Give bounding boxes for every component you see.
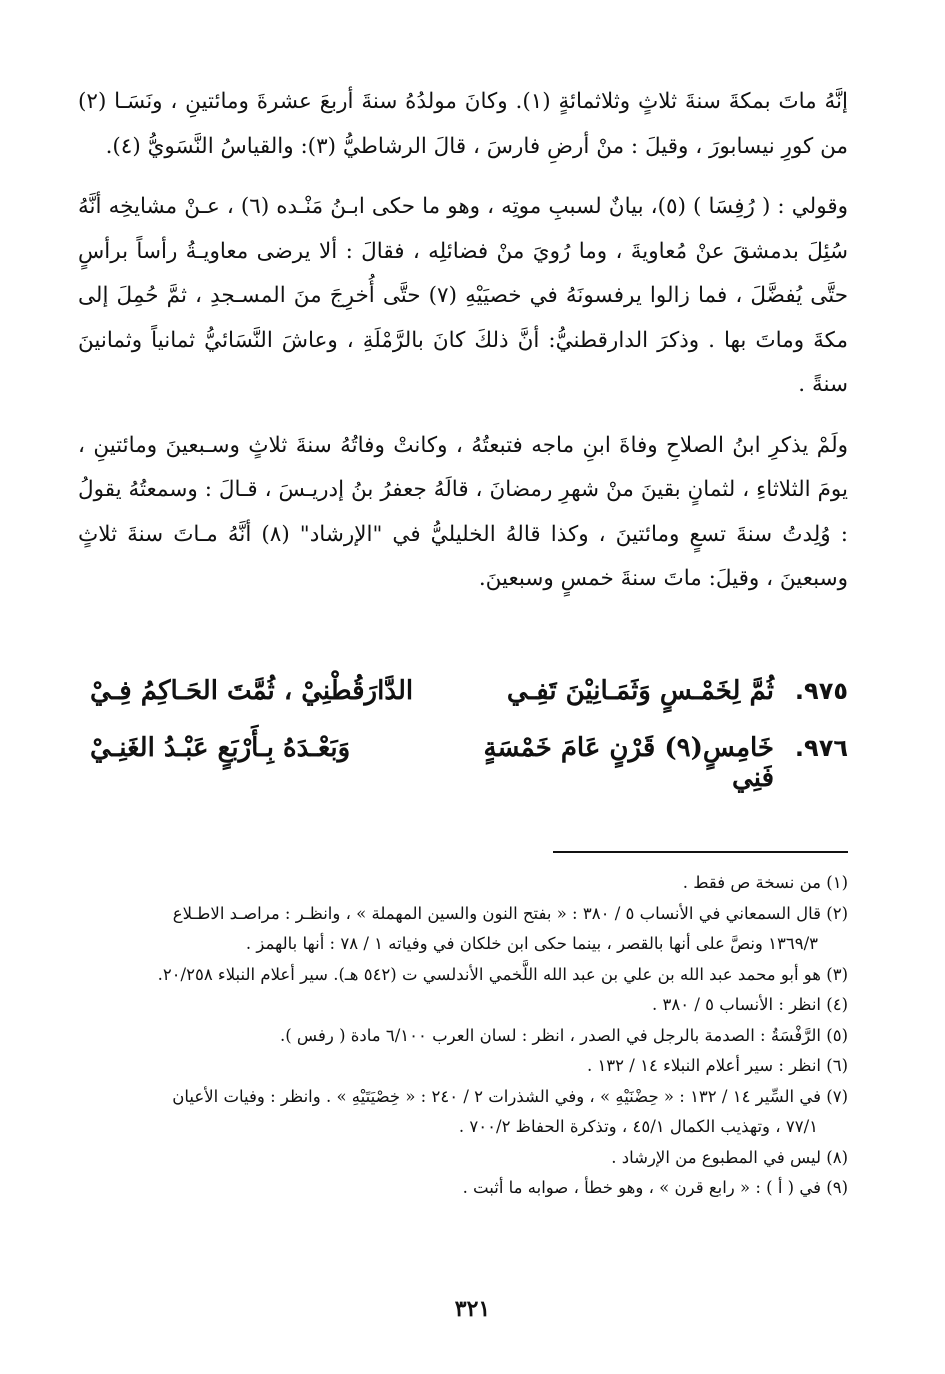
verse-second-hemistich: وَبَعْـدَهُ بِـأَرْبَعٍ عَبْـدُ الغَنِـيْ xyxy=(90,733,351,763)
footnote-9 xyxy=(78,1173,848,1204)
footnote-line: (٣) هو أبو محمد عبد الله بن علي بن عبد الله اللَّخمي الأندلسي ت (٥٤٢ هـ). سير أعلام النبلاء ٢٠/٢٥٨. xyxy=(157,964,848,984)
footnote-3 xyxy=(78,960,848,991)
main-text xyxy=(78,80,848,602)
paragraph-ibn-majah: ولَمْ يذكرِ ابنُ الصلاحِ وفاةَ ابنِ ماجه فتبعتُهُ ، وكانتْ وفاتُهُ سنةَ ثلاثٍ وسـبعينَ ومائتينِ ، يومَ الثلاثاءِ ، لثمانٍ بقينَ منْ شهرِ رمضانَ ، قالَهُ جعفرُ بنُ إدريـسَ ، قـالَ : وسمعتُهُ يقولُ : وُلِدتُ سنةَ تسعٍ ومائتينَ ، وكذا قالهُ الخليليُّ في "الإرشاد" (٨) أنَّهُ مـاتَ سنةَ ثلاثٍ وسبعينَ ، وقيلَ: ماتَ سنةَ خمسٍ وسبعينَ. xyxy=(78,432,848,591)
footnote-line: (٨) ليس في المطبوع من الإرشاد . xyxy=(611,1147,848,1167)
paragraph-nasai-death: إنَّهُ ماتَ بمكةَ سنةَ ثلاثٍ وثلاثمائةٍ (١). وكانَ مولدُهُ سنةَ أربعَ عشرةَ ومائتينِ ، ونَسَـا (٢) من كورِ نيسابورَ ، وقيلَ : منْ أرضِ فارسَ ، قالَ الرشاطيُّ (٣): والقياسُ النَّسَويُّ (٤). xyxy=(78,89,848,159)
verse-first-hemistich: ثُمَّ لِخَمْـسٍ وَثَمَـانِيْنَ تَفِـي xyxy=(506,676,774,706)
verse-975 xyxy=(90,676,848,733)
verse-976 xyxy=(90,733,848,793)
footnote-line: ١٣٦٩/٣ ونصَّ على أنها بالقصر ، بينما حكى ابن خلكان في وفياته ١ / ٧٨ : أنها بالهمز . xyxy=(245,934,818,953)
footnote-7 xyxy=(78,1082,848,1143)
verse-second-hemistich: الدَّارَقُطْنِيْ ، ثُمَّتَ الحَـاكِمُ فِـيْ xyxy=(90,676,414,706)
footnote-line: (٥) الرَّفْسَةُ : الصدمة بالرجل في الصدر ، انظر : لسان العرب ٦/١٠٠ مادة ( رفس ). xyxy=(280,1025,848,1045)
footnote-line: (٩) في ( أ ) : « رابع قرن » ، وهو خطأ ، صوابه ما أثبت . xyxy=(462,1178,848,1197)
footnote-4 xyxy=(78,990,848,1021)
footnote-line: (٤) انظر : الأنساب ٥ / ٣٨٠ . xyxy=(651,995,848,1014)
paragraph-cause-of-death: وقولي : ( رُفِسَا ) (٥)، بيانٌ لسببِ موتِه ، وهو ما حكى ابـنُ مَنْـده (٦) ، عـنْ مشايخِه أنَّهُ سُئِلَ بدمشقَ عنْ مُعاويةَ ، وما رُويَ منْ فضائلِه ، فقالَ : ألا يرضى معاويـةُ رأساً برأسٍ حتَّى يُفضَّلَ ، فما زالوا يرفسونَهُ في خصيَيْهِ (٧) حتَّى أُخرِجَ منَ المسـجدِ ، ثمَّ حُمِلَ إلى مكةَ وماتَ بها . وذكرَ الدارقطنيُّ: أنَّ ذلكَ كانَ بالرَّمْلَةِ ، وعاشَ النَّسَائيُّ ثمانياً وثمانينَ سنةً . xyxy=(78,194,848,397)
verse-block xyxy=(90,676,848,793)
footnotes xyxy=(78,868,848,1204)
footnote-line: (٧) في السِّير ١٤ / ١٣٢ : « حِضْنَيْهِ » ، وفي الشذرات ٢ / ٢٤٠ : « خِصْيَتَيْهِ » . وانظر : وفيات الأعيان xyxy=(172,1086,848,1106)
verse-first-hemistich: خَامِسٍ(٩) قَرْنٍ عَامَ خَمْسَةٍ فَنِي xyxy=(483,733,774,793)
verse-number: ٩٧٥. xyxy=(794,677,848,705)
footnote-1 xyxy=(78,868,848,899)
footnote-2 xyxy=(78,899,848,960)
page-number: ٣٢١ xyxy=(454,1296,491,1322)
footnote-line: (٦) انظر : سير أعلام النبلاء ١٤ / ١٣٢ . xyxy=(586,1056,848,1075)
footnote-line: ٧٧/١ ، وتهذيب الكمال ٤٥/١ ، وتذكرة الحفاظ ٧٠٠/٢ . xyxy=(458,1117,818,1136)
footnote-line: (١) من نسخة ص فقط . xyxy=(682,873,848,892)
footnote-8 xyxy=(78,1143,848,1174)
footnote-separator xyxy=(553,851,848,853)
verse-number: ٩٧٦. xyxy=(794,734,848,762)
footnote-line: (٢) قال السمعاني في الأنساب ٥ / ٣٨٠ : « بفتح النون والسين المهملة » ، وانظـر : مراصـد الاطـلاع xyxy=(172,903,848,923)
footnote-6 xyxy=(78,1051,848,1082)
footnote-5 xyxy=(78,1021,848,1052)
